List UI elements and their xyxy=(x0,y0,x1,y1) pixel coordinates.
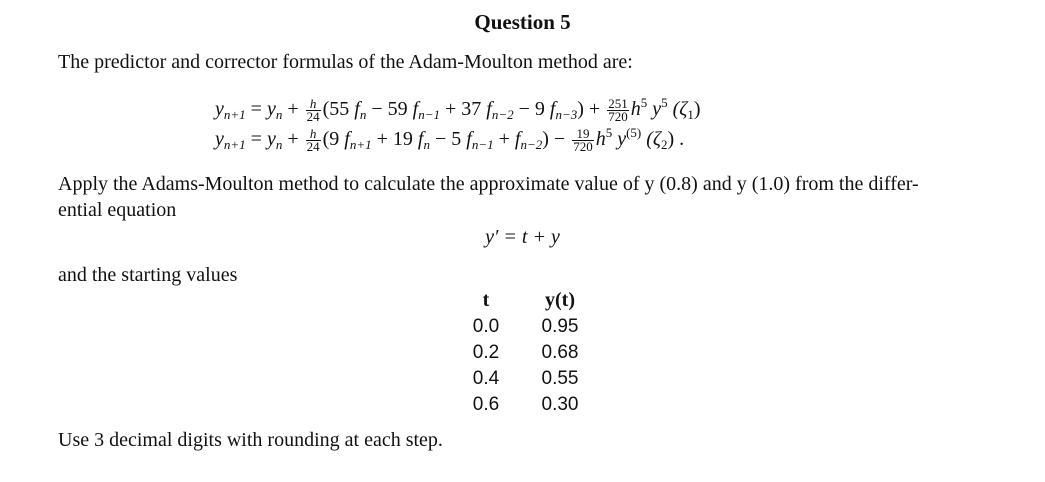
table-cell: 0.2 xyxy=(472,342,500,363)
table-cell: 0.68 xyxy=(541,342,579,363)
fraction: $\frac{h}{24}$ xyxy=(306,95,320,124)
starting-values-text: and the starting values xyxy=(58,264,238,286)
table-row xyxy=(455,340,603,366)
table-cell: 0.30 xyxy=(541,394,579,415)
table-cell: 0.0 xyxy=(472,316,500,337)
error-fraction: $\frac{19}{720}$ xyxy=(573,125,593,154)
error-fraction: $\frac{251}{720}$ xyxy=(608,95,628,124)
apply-text-line1: Apply the Adams-Moulton method to calculate the approximate value of y (0.8) and y (1.0) from the differ- xyxy=(58,173,919,195)
fraction: $\frac{h}{24}$ xyxy=(306,125,320,154)
table-cell: 0.55 xyxy=(541,368,579,389)
table-row xyxy=(455,392,603,418)
table-cell: 0.95 xyxy=(541,316,579,337)
column-header-yt: y(t) xyxy=(545,288,575,311)
table-header-row xyxy=(455,286,603,314)
table-row xyxy=(455,366,603,392)
table-cell: 0.4 xyxy=(472,368,500,389)
predictor-formula: $y_{n+1} = y_n$ + $\frac{h}{24}$ (55 $f_n - 59$ $f_{n-1} + 37$ $f_{n-2} - 9$ $f_{n-3}$) + $\frac{251}{720}$ $h^5$ $y^5$ $(\zeta_1)$ xyxy=(215,95,701,124)
apply-text-line2: ential equation xyxy=(58,199,177,221)
table-cell: 0.6 xyxy=(472,394,500,415)
starting-values-table xyxy=(455,286,603,418)
question-title: Question 5 xyxy=(474,10,571,34)
column-header-t: t xyxy=(482,288,490,311)
differential-equation: y′ = t + y xyxy=(485,226,560,248)
table-row xyxy=(455,314,603,340)
intro-text: The predictor and corrector formulas of the Adam-Moulton method are: xyxy=(58,51,633,73)
corrector-formula: $y_{n+1} = y_n$ + $\frac{h}{24}$ (9 $f_{n+1} + 19$ $f_n - 5$ $f_{n-1} + f_{n-2}$) − $\frac{19}{720}$ $h^5$ $y^{(5)}$ $(\zeta_2)$ . xyxy=(215,125,685,154)
footer-instruction: Use 3 decimal digits with rounding at each step. xyxy=(58,429,443,451)
